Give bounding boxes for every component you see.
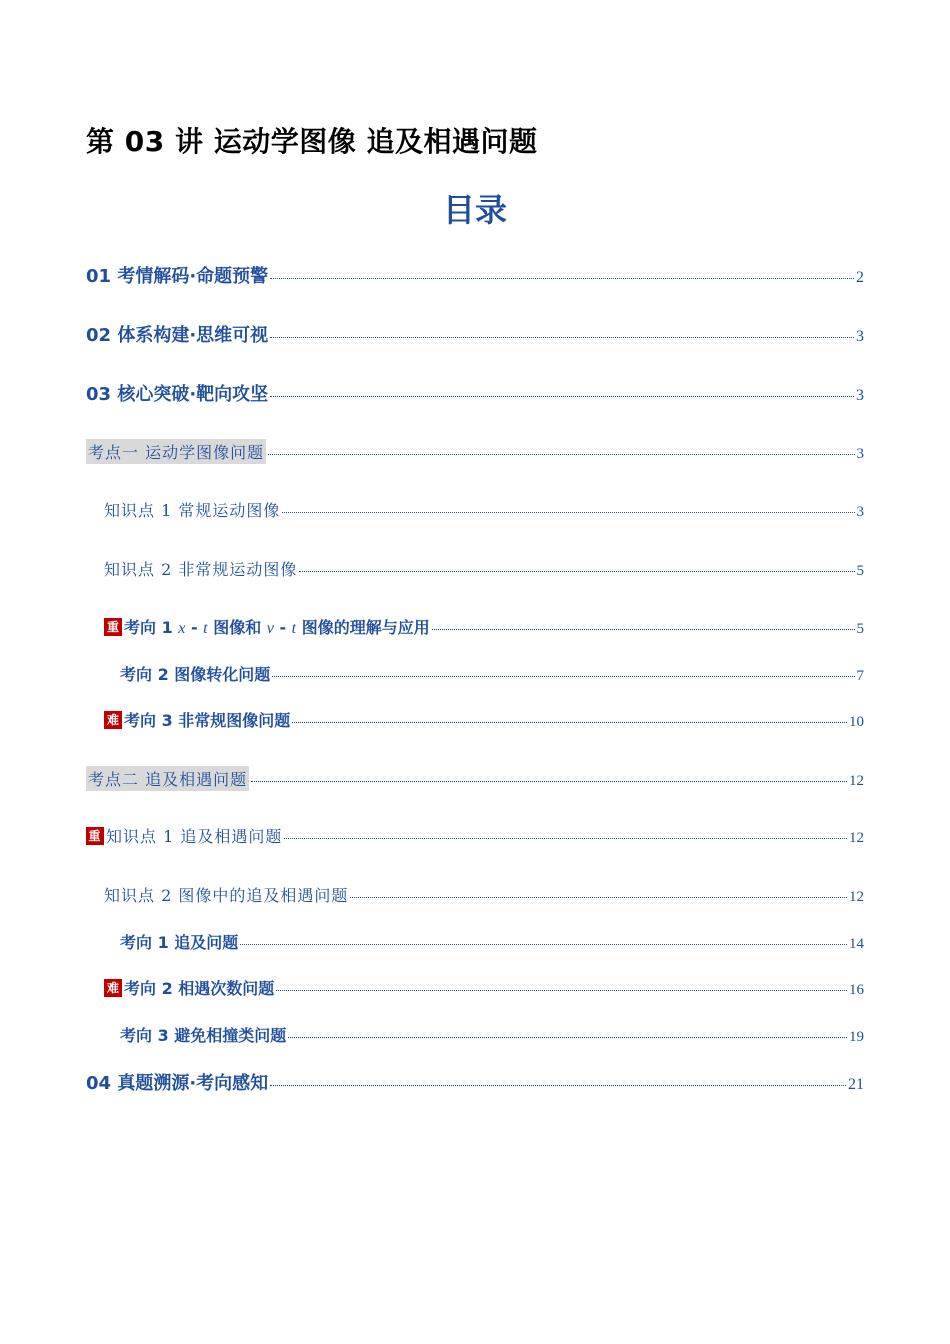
toc-entry-label: 02 体系构建·思维可视 [86, 325, 269, 346]
toc-entry[interactable] [86, 262, 864, 288]
toc-leader-dots [292, 722, 847, 723]
toc-leader-dots [276, 990, 847, 991]
toc-entry-page: 12 [849, 773, 864, 789]
toc-entry[interactable] [104, 615, 864, 638]
toc-heading: 目录 [442, 191, 507, 229]
toc-entry-label: 重 知识点 1 追及相遇问题 [86, 824, 282, 847]
toc-entry-label: 考向 1 追及问题 [120, 933, 239, 952]
toc-entry-page: 3 [856, 446, 864, 462]
toc-leader-dots [272, 676, 854, 677]
toc-entry-label: 考向 3 避免相撞类问题 [120, 1026, 287, 1045]
toc-entry-page: 2 [856, 269, 864, 286]
toc-entry[interactable] [86, 1069, 864, 1095]
toc-leader-dots [270, 337, 854, 338]
toc-entry-page: 16 [849, 982, 864, 998]
toc-entry[interactable] [120, 930, 864, 953]
toc-leader-dots [251, 781, 847, 782]
toc-entry-label: 重 考向 1 x - t 图像和 v - t 图像的理解与应用 [104, 615, 430, 638]
toc-leader-dots [288, 1037, 847, 1038]
toc-entry-label: 知识点 2 图像中的追及相遇问题 [104, 886, 349, 905]
document-title: 第 03 讲 运动学图像 追及相遇问题 [86, 125, 538, 158]
toc-entry-label: 考向 2 图像转化问题 [120, 665, 271, 684]
toc-entry-page: 19 [849, 1029, 864, 1045]
toc-entry[interactable] [86, 766, 864, 791]
toc-entry-label: 03 核心突破·靶向攻坚 [86, 384, 269, 405]
toc-entry-page: 3 [856, 328, 864, 345]
important-badge-icon: 重 [86, 827, 104, 845]
toc-entry-page: 10 [849, 714, 864, 730]
toc-entry[interactable] [86, 321, 864, 347]
toc-entry-label: 考点一 运动学图像问题 [86, 439, 266, 464]
toc-leader-dots [270, 1085, 846, 1086]
toc-leader-dots [350, 897, 847, 898]
toc-entry-label: 04 真题溯源·考向感知 [86, 1073, 269, 1094]
toc-entry[interactable] [120, 662, 864, 685]
toc-leader-dots [270, 278, 854, 279]
toc-entry[interactable] [86, 439, 864, 464]
toc-entry-label: 知识点 2 非常规运动图像 [104, 560, 298, 579]
toc-entry[interactable] [86, 380, 864, 406]
toc-entry-page: 7 [856, 668, 864, 684]
toc-entry-label: 难 考向 3 非常规图像问题 [104, 708, 290, 731]
toc-leader-dots [270, 396, 854, 397]
toc-entry-page: 3 [856, 504, 864, 520]
toc-entry-page: 3 [856, 387, 864, 404]
toc-entry-label: 01 考情解码·命题预警 [86, 266, 269, 287]
toc-leader-dots [432, 629, 855, 630]
toc-leader-dots [240, 944, 847, 945]
toc-leader-dots [268, 454, 854, 455]
toc-leader-dots [299, 571, 854, 572]
toc-entry-label: 考点二 追及相遇问题 [86, 766, 249, 791]
toc-entry-page: 12 [849, 889, 864, 905]
toc-entry-page: 21 [848, 1076, 864, 1093]
toc-entry[interactable] [120, 1023, 864, 1046]
toc-entry[interactable] [86, 824, 864, 847]
toc-entry[interactable] [104, 883, 864, 906]
toc-entry[interactable] [104, 557, 864, 580]
toc-entry[interactable] [104, 976, 864, 999]
difficult-badge-icon: 难 [104, 711, 122, 729]
toc-entry-label: 知识点 1 常规运动图像 [104, 501, 281, 520]
toc-entry-page: 12 [849, 830, 864, 846]
toc-leader-dots [282, 512, 854, 513]
toc-entry-page: 14 [849, 936, 864, 952]
toc-leader-dots [284, 838, 847, 839]
difficult-badge-icon: 难 [104, 979, 122, 997]
toc-entry-page: 5 [856, 563, 864, 579]
toc-entry-label: 难 考向 2 相遇次数问题 [104, 976, 274, 999]
toc-entry[interactable] [104, 498, 864, 521]
toc-entry[interactable] [104, 708, 864, 731]
important-badge-icon: 重 [104, 618, 122, 636]
toc-entry-page: 5 [856, 621, 864, 637]
